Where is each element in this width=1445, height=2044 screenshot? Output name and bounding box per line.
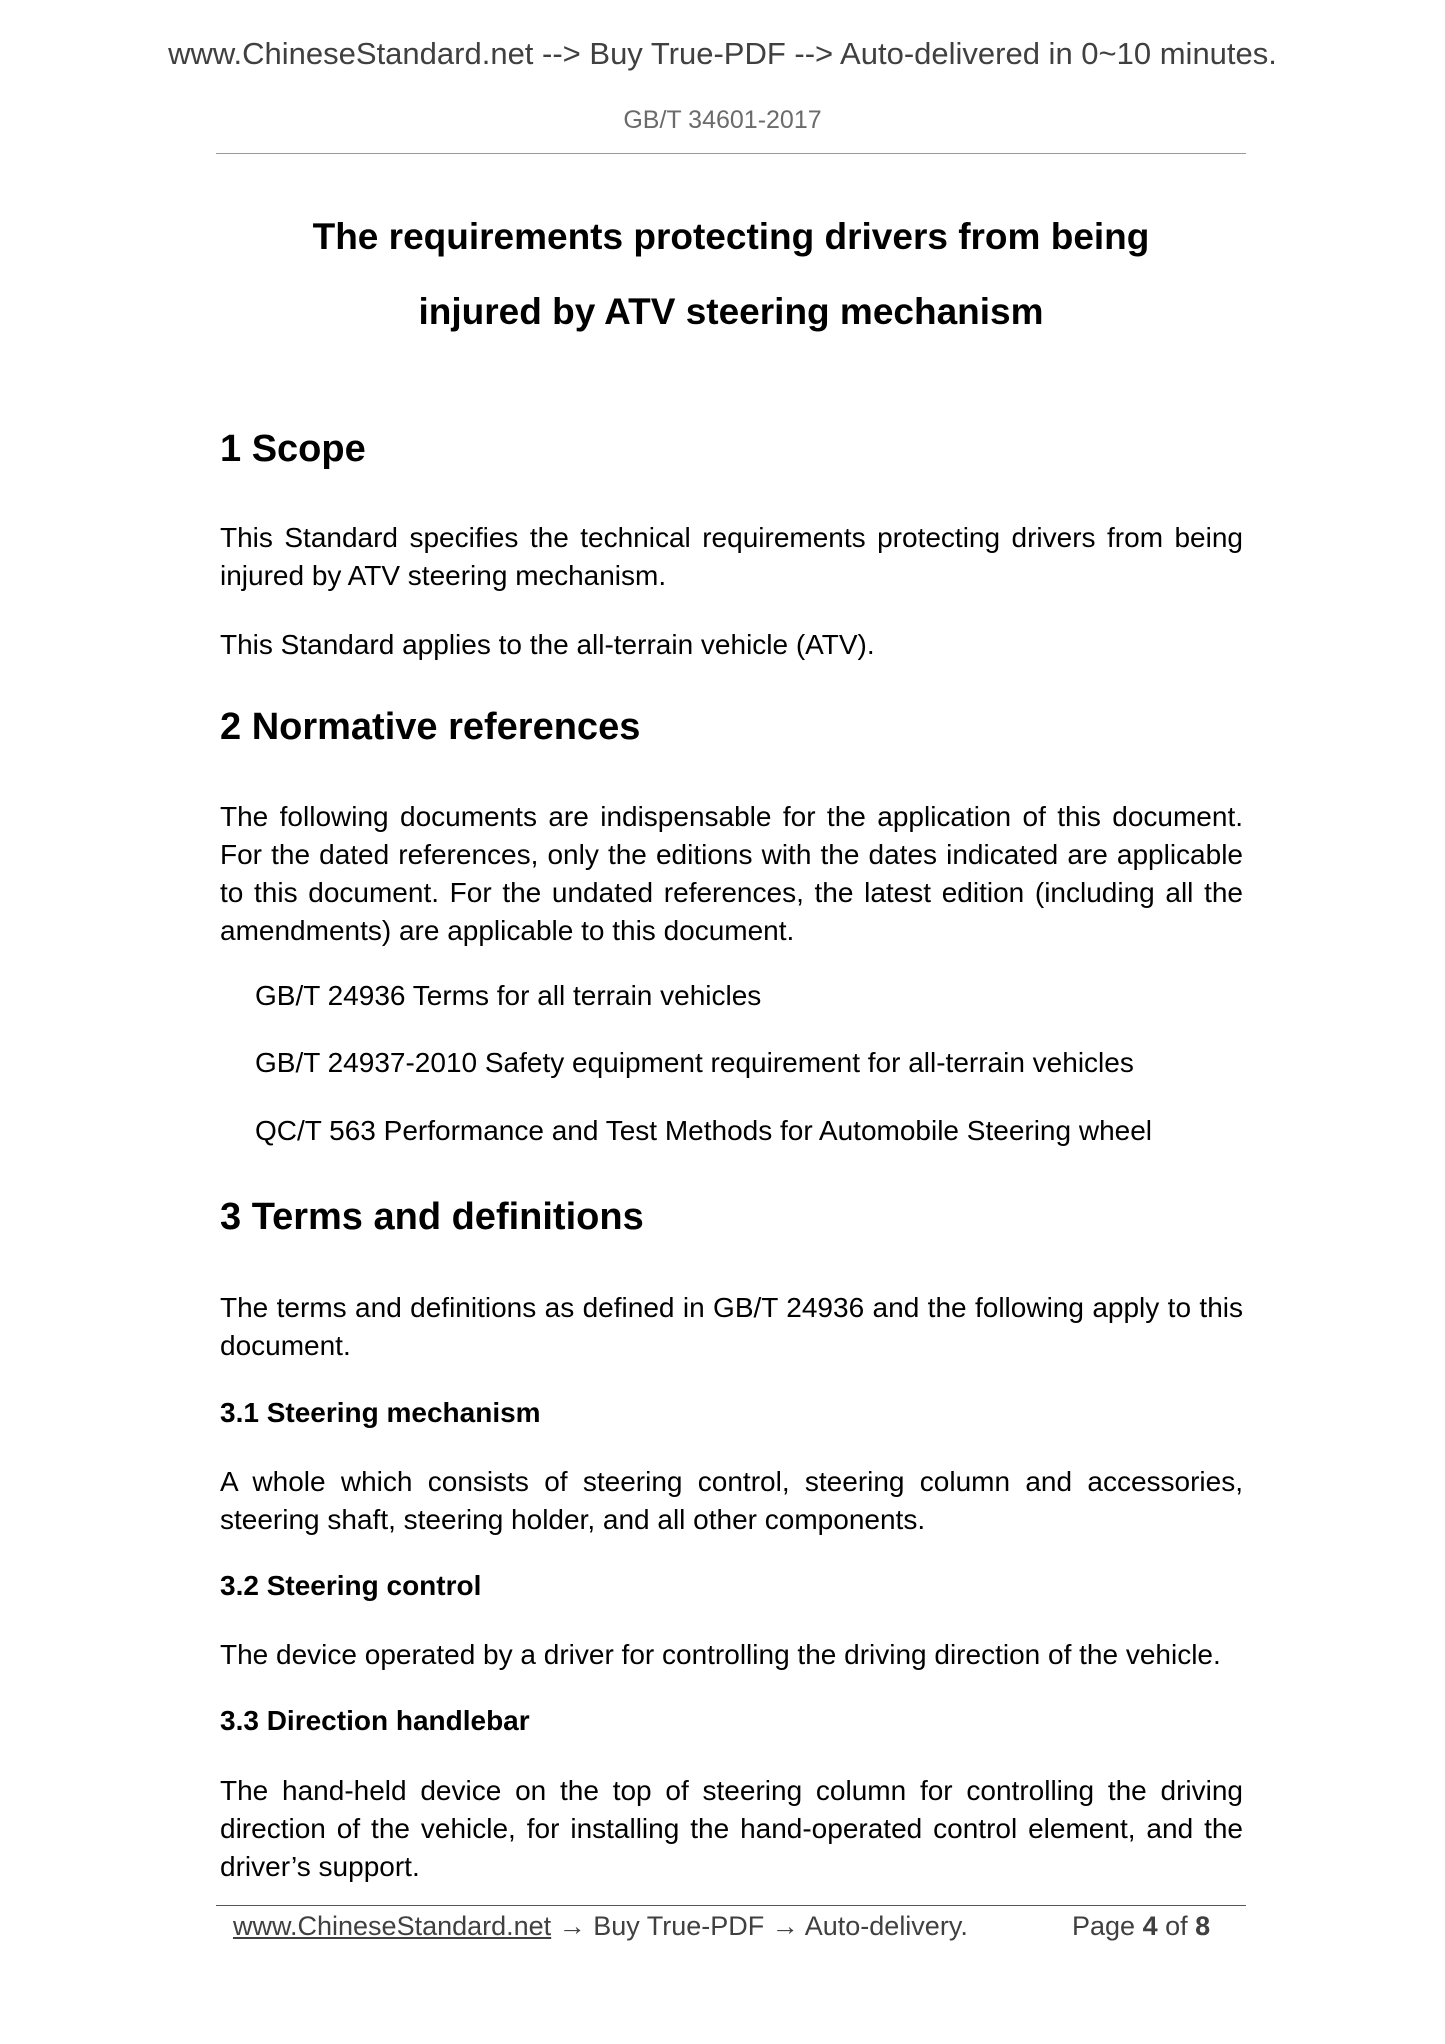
page-indicator [1072, 1911, 1210, 1942]
term-text-steering-control: The device operated by a driver for controlling the driving direction of the vehicle. [220, 1639, 1221, 1670]
footer-link[interactable]: www.ChineseStandard.net [233, 1911, 552, 1941]
section-heading-terms: 3 Terms and definitions [220, 1196, 644, 1238]
scope-paragraph-1: This Standard specifies the technical requirements protecting drivers from being injured by ATV steering mechanism. [220, 522, 1243, 591]
reference-item: GB/T 24937-2010 Safety equipment requirement for all-terrain vehicles [255, 1047, 1134, 1078]
term-text-steering-mechanism: A whole which consists of steering control, steering column and accessories, steering shaft, steering holder, and all other components. [220, 1466, 1243, 1535]
reference-item: QC/T 563 Performance and Test Methods for Automobile Steering wheel [255, 1115, 1153, 1146]
scope-paragraph-2: This Standard applies to the all-terrain vehicle (ATV). [220, 629, 875, 660]
header-divider [216, 153, 1246, 154]
title-line-2: injured by ATV steering mechanism [418, 291, 1044, 332]
normative-paragraph: The following documents are indispensable for the application of this document. For the dated references, only the editions with the dates indicated are applicable to this document. For the undated references, the latest edition (including all the amendments) are applicable to this document. [220, 801, 1243, 946]
section-heading-scope: 1 Scope [220, 428, 366, 470]
of-word: of [1165, 1911, 1188, 1941]
reference-item: GB/T 24936 Terms for all terrain vehicles [255, 980, 762, 1011]
footer-divider [216, 1905, 1246, 1906]
terms-paragraph: The terms and definitions as defined in GB/T 24936 and the following apply to this document. [220, 1292, 1243, 1361]
page-total: 8 [1195, 1911, 1211, 1941]
page-number: 4 [1142, 1911, 1158, 1941]
title-line-1: The requirements protecting drivers from being [312, 216, 1150, 257]
document-number: GB/T 34601-2017 [623, 106, 822, 134]
term-text-direction-handlebar: The hand-held device on the top of steering column for controlling the driving direction of the vehicle, for installing the hand-operated control element, and the driver’s support. [220, 1775, 1243, 1882]
term-heading-steering-mechanism: 3.1 Steering mechanism [220, 1397, 541, 1428]
term-heading-steering-control: 3.2 Steering control [220, 1570, 482, 1601]
footer-text: → Buy True-PDF → Auto-delivery. [551, 1911, 968, 1941]
term-heading-direction-handlebar: 3.3 Direction handlebar [220, 1705, 530, 1736]
top-banner: www.ChineseStandard.net --> Buy True-PDF --> Auto-delivered in 0~10 minutes. [168, 36, 1277, 71]
section-heading-normative-references: 2 Normative references [220, 706, 641, 748]
page-word: Page [1072, 1911, 1136, 1941]
footer-left [233, 1911, 968, 1942]
